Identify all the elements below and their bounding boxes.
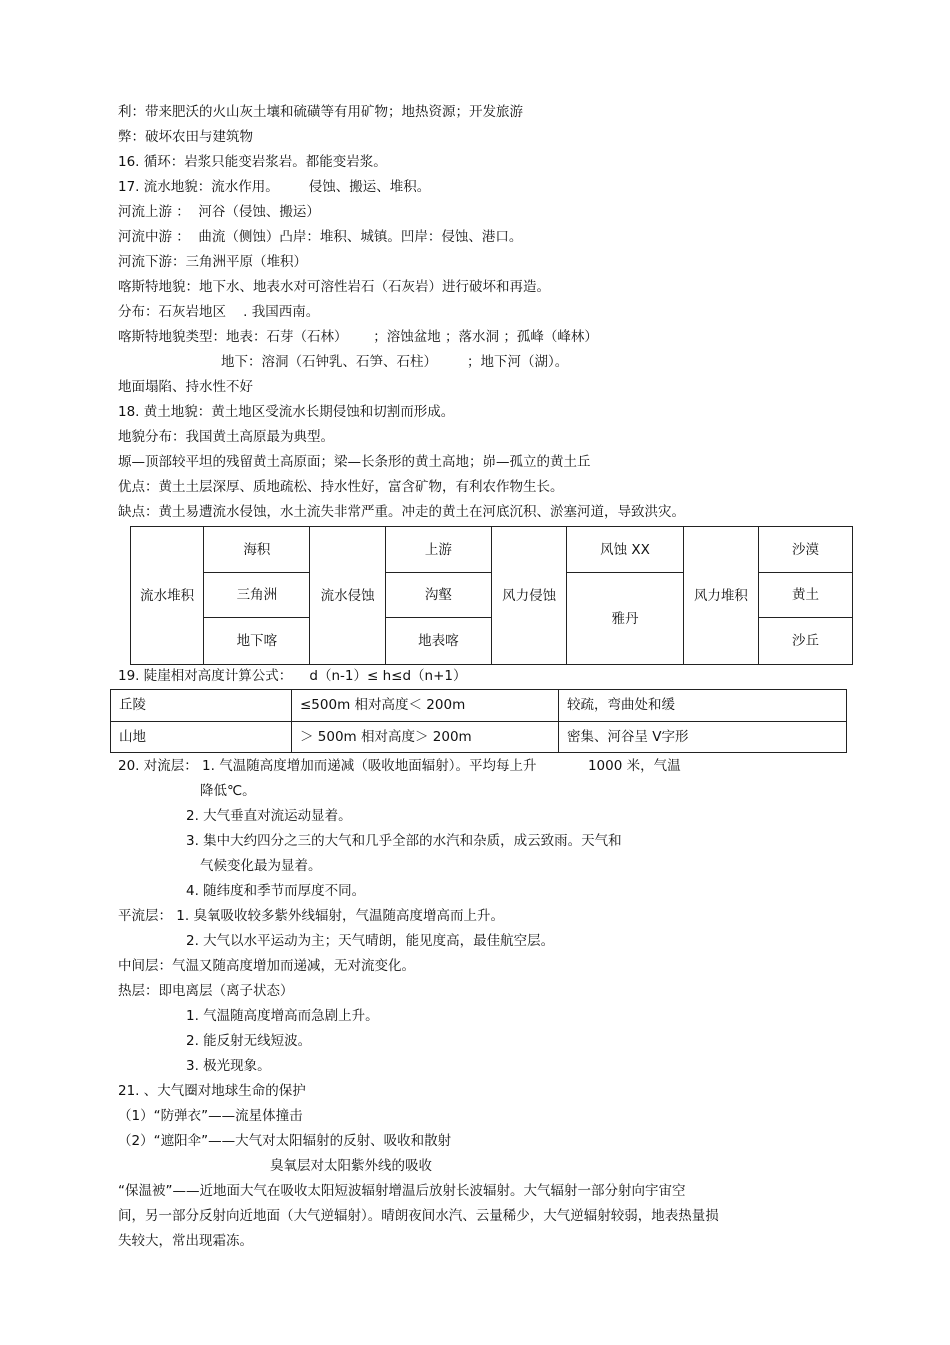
table-cell: 较疏，弯曲处和缓 — [559, 690, 847, 722]
table-cell: 风力侵蚀 — [491, 527, 566, 665]
text-line: 河流上游 ： 河谷（侵蚀、搬运） — [118, 204, 320, 220]
text-line: 弊：破坏农田与建筑物 — [118, 129, 253, 145]
text-line: 21. 、大气圈对地球生命的保护 — [118, 1083, 306, 1099]
text-line: 气候变化最为显着。 — [200, 858, 322, 874]
text-line: 喀斯特地貌类型：地表：石芽（石林） ；溶蚀盆地 ；落水洞 ；孤峰（峰林） — [118, 329, 598, 345]
text-line: 地面塌陷、持水性不好 — [118, 379, 253, 395]
table-cell: 风蚀 XX — [567, 527, 684, 573]
text-line: “保温被”——近地面大气在吸收太阳短波辐射增温后放射长波辐射。大气辐射一部分射向宇宙空 — [118, 1183, 686, 1199]
table-cell: 流水堆积 — [131, 527, 204, 665]
text-line: 喀斯特地貌：地下水、地表水对可溶性岩石（石灰岩）进行破坏和再造。 — [118, 279, 550, 295]
text-line: 臭氧层对太阳紫外线的吸收 — [270, 1158, 432, 1174]
table-cell: 丘陵 — [111, 690, 292, 722]
text-line: 利：带来肥沃的火山灰土壤和硫磺等有用矿物；地热资源；开发旅游 — [118, 104, 523, 120]
text-line: 塬—顶部较平坦的残留黄土高原面；梁—长条形的黄土高地；峁—孤立的黄土丘 — [118, 454, 591, 470]
text-line: 河流下游：三角洲平原（堆积） — [118, 254, 307, 270]
table-cell: 海积 — [204, 527, 310, 573]
text-line: 1. 气温随高度增高而急剧上升。 — [186, 1008, 379, 1024]
table-cell: 风力堆积 — [683, 527, 758, 665]
text-line: 3. 集中大约四分之三的大气和几乎全部的水汽和杂质，成云致雨。天气和 — [186, 833, 622, 849]
landform-table — [130, 526, 853, 665]
text-line: 缺点：黄土易遭流水侵蚀，水土流失非常严重。冲走的黄土在河底沉积、淤塞河道，导致洪灾。 — [118, 504, 685, 520]
text-line: （1）“防弹衣”——流星体撞击 — [118, 1108, 303, 1124]
table-cell: ＞ 500m 相对高度＞ 200m — [292, 721, 559, 753]
table-cell: 地下喀 — [204, 618, 310, 665]
text-line: 4. 随纬度和季节而厚度不同。 — [186, 883, 366, 899]
text-line: 分布：石灰岩地区 . 我国西南。 — [118, 304, 320, 320]
table-cell: 流水侵蚀 — [310, 527, 385, 665]
text-line: 失较大，常出现霜冻。 — [118, 1233, 253, 1249]
text-line: 地貌分布：我国黄土高原最为典型。 — [118, 429, 334, 445]
table-cell: 密集、河谷呈 V字形 — [559, 721, 847, 753]
table-cell: 沟壑 — [385, 573, 491, 618]
table-cell: ≤500m 相对高度＜ 200m — [292, 690, 559, 722]
text-line: 19. 陡崖相对高度计算公式： d（n-1）≤ h≤d（n+1） — [118, 668, 467, 684]
text-line: 地下：溶洞（石钟乳、石笋、石柱） ；地下河（湖）。 — [118, 354, 569, 370]
table-cell: 山地 — [111, 721, 292, 753]
table-cell: 黄土 — [759, 573, 853, 618]
text-line: 优点：黄土土层深厚、质地疏松、持水性好，富含矿物，有利农作物生长。 — [118, 479, 564, 495]
table-cell: 三角洲 — [204, 573, 310, 618]
text-line: 20. 对流层： 1. 气温随高度增加而递减（吸收地面辐射）。平均每上升 1000 米，气温 — [118, 758, 681, 774]
table-cell: 沙丘 — [759, 618, 853, 665]
text-line: 热层：即电离层（离子状态） — [118, 983, 294, 999]
text-line: （2）“遮阳伞”——大气对太阳辐射的反射、吸收和散射 — [118, 1133, 452, 1149]
text-line: 3. 极光现象。 — [186, 1058, 271, 1074]
text-line: 间，另一部分反射向近地面（大气逆辐射）。晴朗夜间水汽、云量稀少，大气逆辐射较弱，地表热量损 — [118, 1208, 719, 1224]
text-line: 16. 循环：岩浆只能变岩浆岩。都能变岩浆。 — [118, 154, 387, 170]
text-line: 平流层： 1. 臭氧吸收较多紫外线辐射，气温随高度增高而上升。 — [118, 908, 504, 924]
text-line: 中间层：气温又随高度增加而递减，无对流变化。 — [118, 958, 415, 974]
text-line: 18. 黄土地貌：黄土地区受流水长期侵蚀和切割而形成。 — [118, 404, 455, 420]
table-cell: 上游 — [385, 527, 491, 573]
text-line: 2. 大气垂直对流运动显着。 — [186, 808, 352, 824]
text-line: 降低℃。 — [200, 783, 256, 799]
text-line: 河流中游 ： 曲流（侧蚀）凸岸：堆积、城镇。凹岸：侵蚀、港口。 — [118, 229, 523, 245]
table-cell: 地表喀 — [385, 618, 491, 665]
table-cell: 雅丹 — [567, 573, 684, 665]
table-cell: 沙漠 — [759, 527, 853, 573]
relief-table — [110, 689, 847, 753]
text-line: 2. 大气以水平运动为主；天气晴朗，能见度高，最佳航空层。 — [186, 933, 555, 949]
text-line: 17. 流水地貌：流水作用。 侵蚀、搬运、堆积。 — [118, 179, 431, 195]
text-line: 2. 能反射无线短波。 — [186, 1033, 312, 1049]
